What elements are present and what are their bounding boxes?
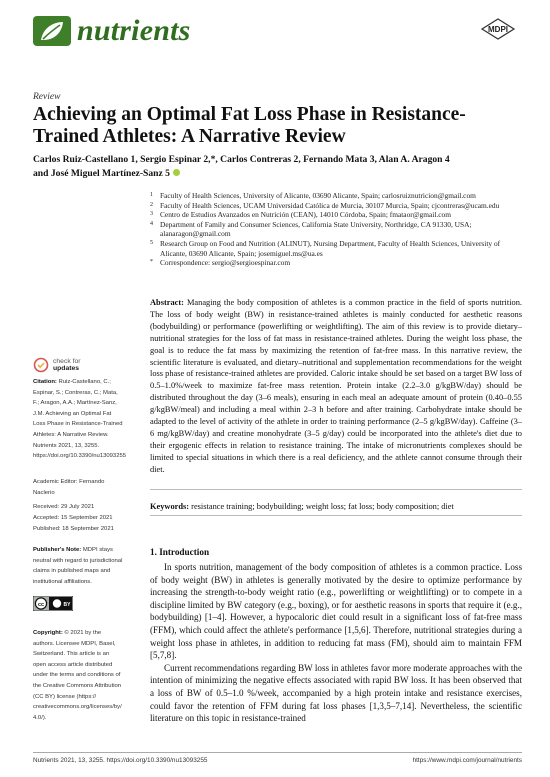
keywords-text: resistance training; bodybuilding; weight loss; fat loss; body composition; diet (191, 502, 454, 511)
abstract-label: Abstract: (150, 298, 184, 307)
orcid-icon[interactable] (173, 169, 180, 176)
mdpi-logo-icon[interactable] (480, 18, 516, 40)
paragraph: In sports nutrition, management of the body composition of athletes is a common practice. Loss of body weight (BW) in athletes is generally motivated by the desire to optimize performance by increasing the strength-to-body weight ratio (e.g., powerlifting or weightlifting) or to compete in a discipline limited by BW category (e.g., boxing), or for aesthetic reasons in sports that require it (e.g., bodybuilding) [1–4]. However, a hypocaloric diet could result in a significant loss of fat-free mass (FFM), which could affect the athlete's performance [1,5,6]. Therefore, nutritional strategies during a weight loss phase in athletes, in addition to reducing fat mass (FM), should aim to maintain FFM [5,7,8]. (150, 562, 522, 661)
correspondence: * Correspondence: sergio@sergioespinar.com (150, 258, 291, 268)
section-heading: 1. Introduction (150, 547, 210, 557)
divider (150, 489, 522, 490)
affiliations (150, 191, 522, 268)
keywords-label: Keywords: (150, 502, 190, 511)
footer-citation[interactable]: Nutrients 2021, 13, 3255. https://doi.org/10.3390/nu13093255 (33, 757, 208, 764)
divider (150, 515, 522, 516)
citation-block: Citation: Ruiz-Castellano, C.; Espinar, S.; Contreras, C.; Mata, F.; Aragon, A.A.; Martínez-Sanz, J.M. Achieving an Optimal Fat Loss Phase in Resistance-Trained Athletes: A Narrative Review. Nutrients 2021, 13, 3255. https://doi.org/10.3390/nu13093255 (33, 379, 127, 460)
academic-editor: Academic Editor: Fernando Naclerio (33, 479, 105, 496)
article-type: Review (33, 92, 61, 102)
check-updates-icon (33, 357, 49, 373)
cc-by-license-icon[interactable] (33, 596, 73, 611)
accepted-date: Accepted: 15 September 2021 (33, 515, 113, 521)
journal-logo[interactable] (33, 14, 191, 48)
copyright-block: Copyright: © 2021 by the authors. Licensee MDPI, Basel, Switzerland. This article is an open access article distributed under the terms and conditions of the Creative Commons Attribution (CC BY) license (https:// creativecommons.org/licenses/by/ 4.0/). (33, 630, 122, 721)
abstract-text: Managing the body composition of athletes is a common practice in the field of sports nutrition. The loss of body weight (BW) in resistance-trained athletes is mainly conducted for aesthetic reasons (bodybuilding) or performance (powerlifting or weightlifting). The aim of this review is to provide dietary–nutritional strategies for the loss of fat mass in resistance-trained athletes. During the weight loss phase, the goal is to reduce the fat mass by maximizing the retention of fat-free mass. In this narrative review, the scientific literature is evaluated, and dietary–nutritional and supplementation recommendations for the weight loss phase of resistance-trained athletes are provided. Caloric intake should be set based on a target BW loss of 0.5–1.0%/week to maximize fat-free mass retention. Protein intake (2.2–3.0 g/kgBW/day) should be distributed throughout the day (3–6 meals), ensuring in each meal an adequate amount of protein (0.40–0.55 g/kgBW/meal) and including a meal within 2–3 h before and after training. Carbohydrate intake should be adapted to the level of activity of the athlete in order to training performance (2–5 g/kgBW/day). Caffeine (3–6 mg/kgBW/day) and creatine monohydrate (3–5 g/day) could be incorporated into the athlete's diet due to their ergogenic effects in relation to resistance training. The intake of micronutrients complexes should be limited to special situations in which there is a real deficiency, and the athlete cannot consume through their diet. (150, 298, 522, 474)
check-updates-text: check for (53, 357, 81, 365)
paragraph: Current recommendations regarding BW loss in athletes favor more moderate approaches with the intention of minimizing the negative effects associated with rapid BW loss. It has been observed that a loss of BW of 0.5–1.0 %/week, accompanied by a high protein intake and resistance exercises, could favor the retention of FFM during fat loss phases [1,3,5–7,14]. Nevertheless, the scientific literature on this topic in resistance-trained (150, 662, 522, 724)
svg-text:BY: BY (63, 602, 71, 608)
affiliation-item: 4 Department of Family and Consumer Sciences, California State University, Northridge, CA 91330, USA; alanaragon@gmail.com (150, 219, 472, 239)
publisher-name: MDPI (488, 25, 508, 34)
authors-line-2: and José Miguel Martínez-Sanz 5 (33, 167, 523, 181)
affiliation-item: 1 Faculty of Health Sciences, University of Alicante, 03690 Alicante, Spain; carlosruiznutricion@gmail.com (150, 191, 476, 200)
check-for-updates-badge[interactable] (33, 357, 81, 373)
publisher-note: Publisher's Note: MDPI stays neutral with regard to jurisdictional claims in published maps and institutional affiliations. (33, 547, 123, 585)
published-date: Published: 18 September 2021 (33, 526, 114, 532)
received-date: Received: 29 July 2021 (33, 504, 95, 510)
introduction-body (150, 561, 522, 725)
footer-journal-url[interactable]: https://www.mdpi.com/journal/nutrients (412, 757, 522, 764)
nutrients-leaf-icon (33, 16, 71, 46)
article-title: Achieving an Optimal Fat Loss Phase in Resistance-Trained Athletes: A Narrative Review (33, 104, 466, 147)
keywords (150, 501, 522, 512)
affiliation-item: 3 Centro de Estudios Avanzados en Nutrición (CEAN), 14010 Córdoba, Spain; fmataor@gmail.com (150, 210, 451, 220)
author-list (33, 153, 523, 180)
affiliation-item: 5 Research Group on Food and Nutrition (ALINUT), Nursing Department, Faculty of Health Sciences, University of Alicante, 03690 Alicante, Spain; josemiguel.ms@ua.es (150, 238, 501, 258)
authors-line-1: Carlos Ruiz-Castellano 1, Sergio Espinar 2,*, Carlos Contreras 2, Fernando Mata 3, Alan A. Aragon 4 (33, 154, 450, 165)
journal-name: nutrients (77, 14, 191, 47)
abstract (150, 297, 522, 476)
updates-text: updates (53, 365, 80, 372)
footer-divider (33, 752, 522, 753)
svg-text:cc: cc (37, 602, 45, 608)
affiliation-item: 2 Faculty of Health Sciences, UCAM Universidad Católica de Murcia, 30107 Murcia, Spain; cjcontreras@ucam.edu (150, 200, 500, 210)
